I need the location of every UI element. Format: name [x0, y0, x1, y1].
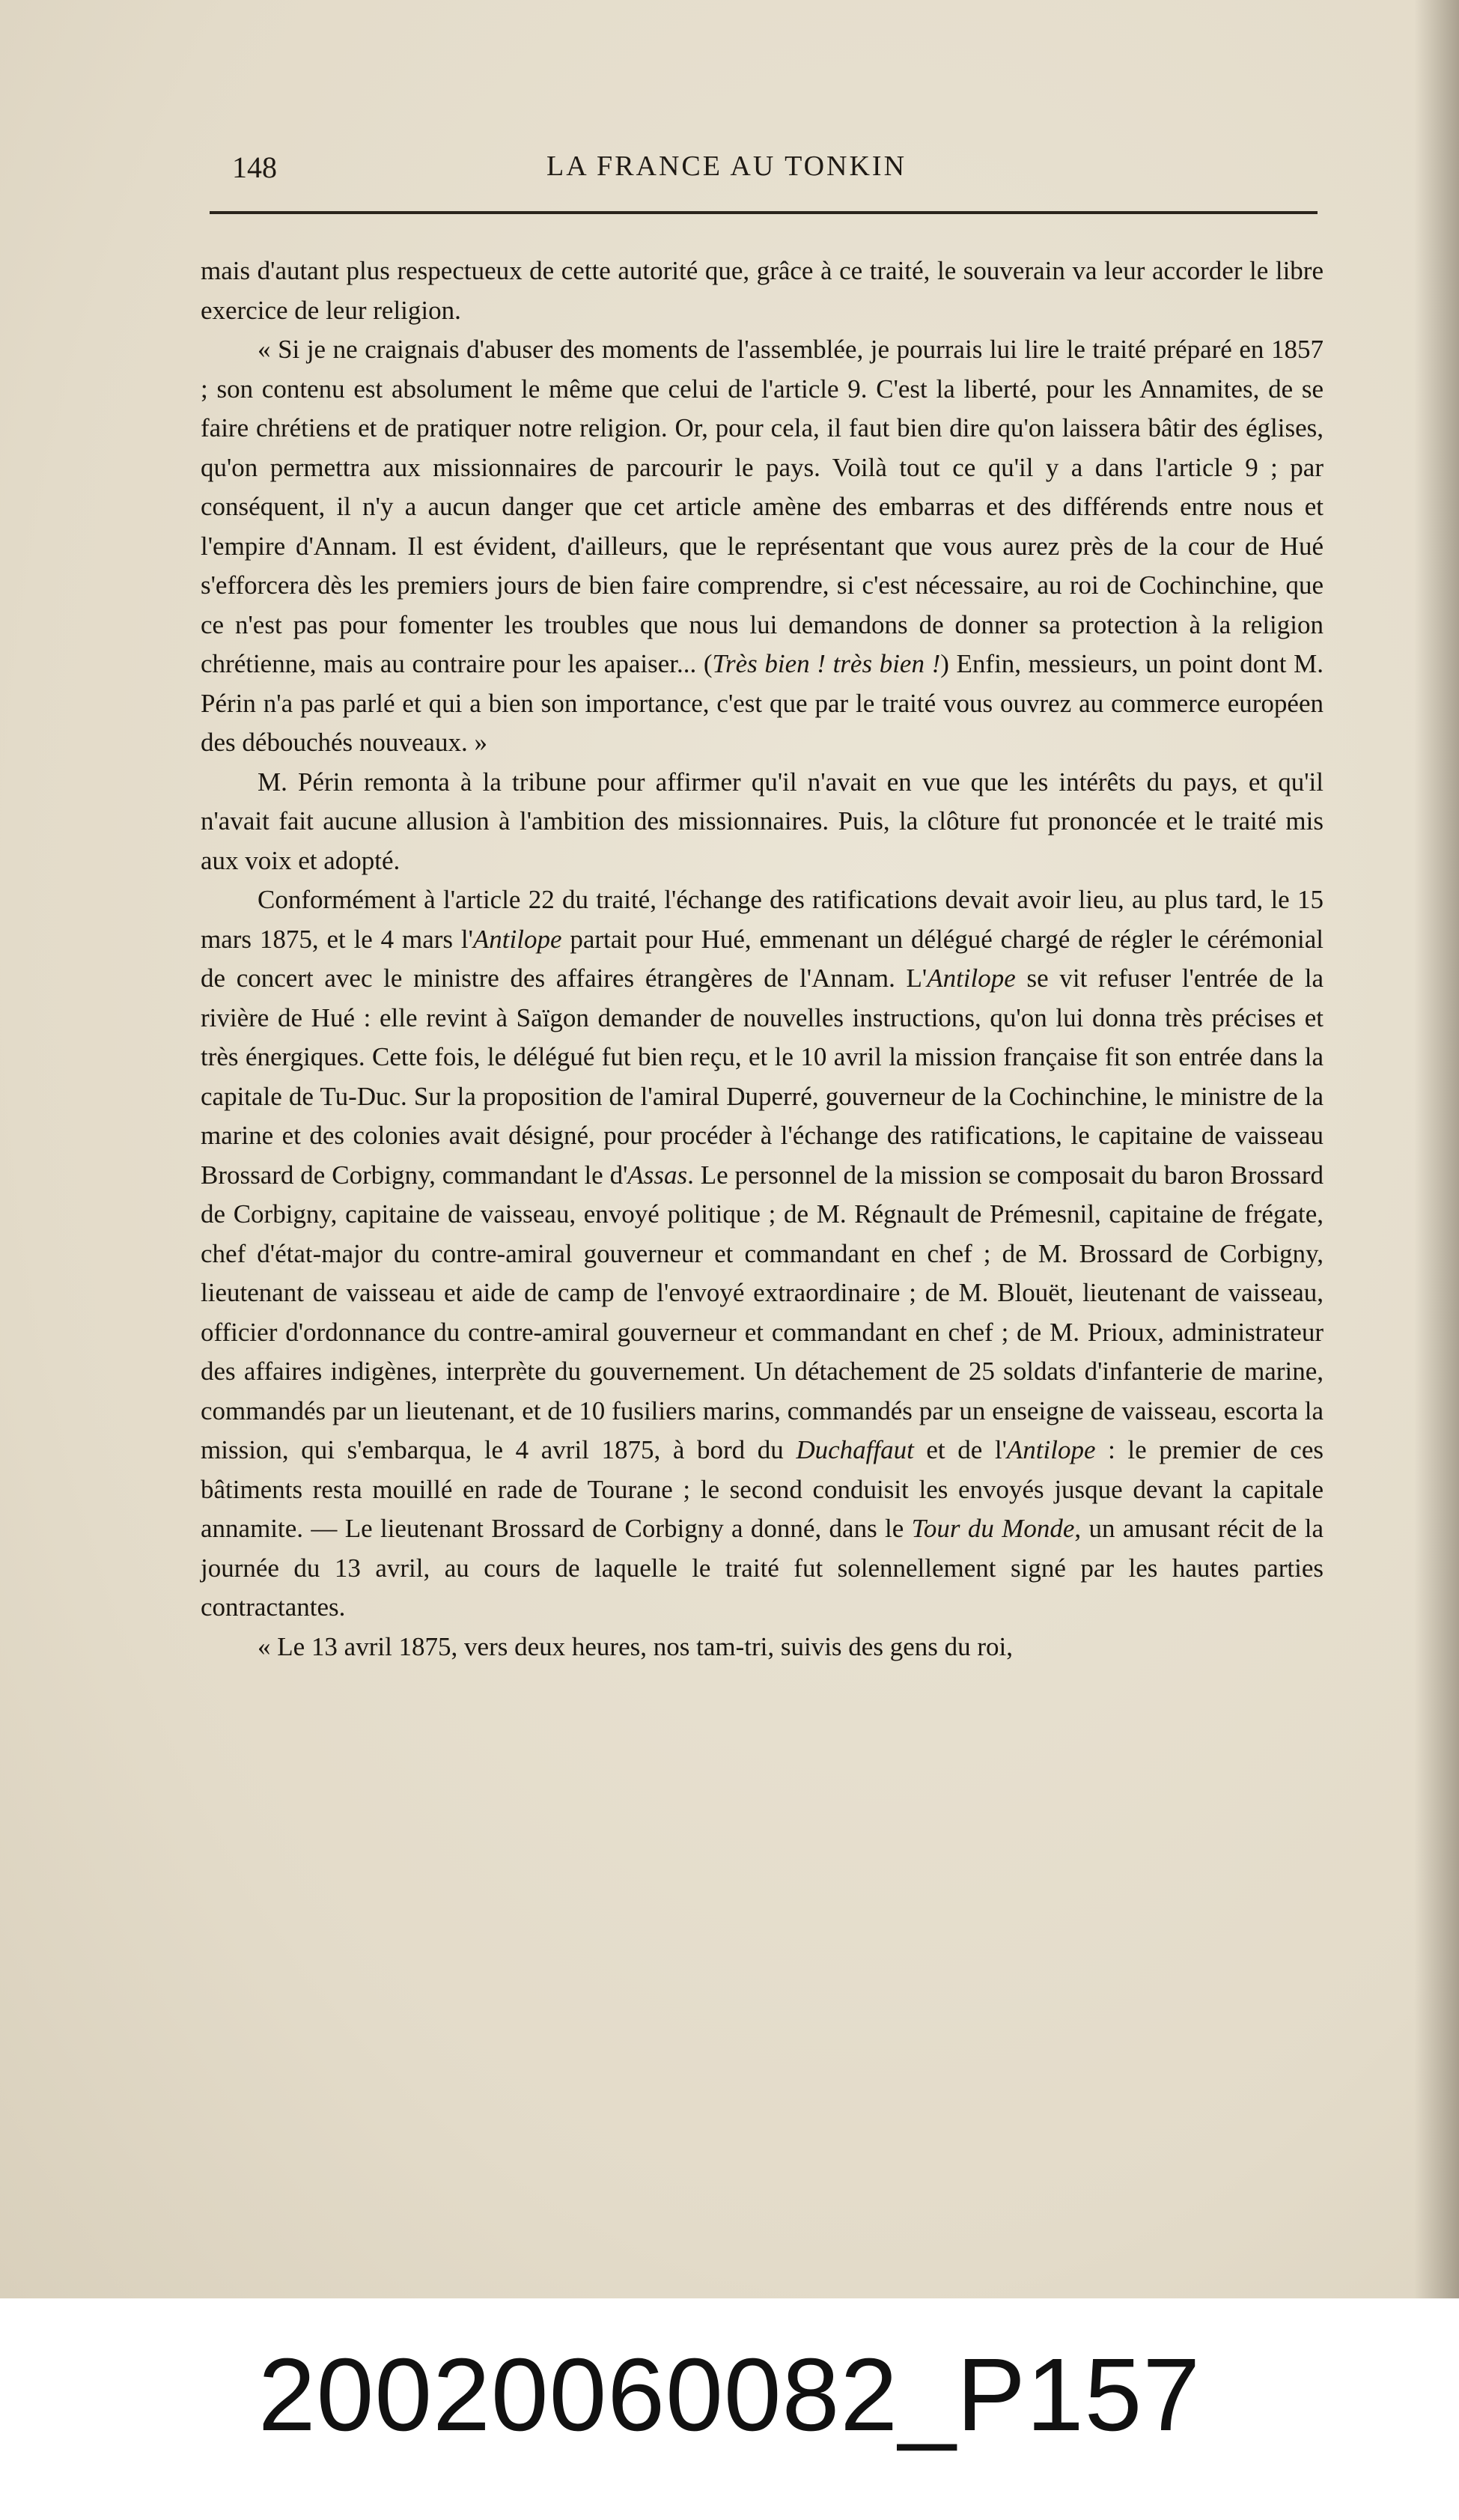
text-run: , un amusant récit de la journée du 13 avril, au cours de laquelle le traité fut solennellement signé par les hautes parties contractantes. [201, 1514, 1324, 1622]
paragraph [201, 330, 1324, 763]
text-run: « Si je ne craignais d'abuser des moments de l'assemblée, je pourrais lui lire le traité préparé en 1857 ; son contenu est absolument le même que celui de l'article 9. C'est la liberté, pour les Annamites, de se faire chrétiens et de pratiquer notre religion. Or, pour cela, il faut bien dire qu'on laissera bâtir des églises, qu'on permettra aux missionnaires de parcourir le pays. Voilà tout ce qu'il y a dans l'article 9 ; par conséquent, il n'y a aucun danger que cet article amène des embarras et des différends entre nous et l'empire d'Annam. Il est évident, d'ailleurs, que le représentant que vous aurez près de la cour de Hué s'efforcera dès les premiers jours de bien faire comprendre, si c'est nécessaire, au roi de Cochinchine, que ce n'est pas pour fomenter les troubles que nous lui demandons de donner sa protection à la religion chrétienne, mais au contraire pour les apaiser... ( [201, 335, 1324, 678]
italic-text: Antilope [1006, 1435, 1096, 1464]
text-run: Conformément à l'article 22 du traité, l'échange des ratifications devait avoir lieu, au plus tard, le 15 mars 1875, et le 4 mars l' [201, 885, 1324, 954]
paragraph [201, 1628, 1324, 1667]
italic-text: Assas [627, 1160, 688, 1190]
italic-text: Tour du Monde [911, 1514, 1075, 1543]
text-run: . Le personnel de la mission se composait du baron Brossard de Corbigny, capitaine de vaisseau, envoyé politique ; de M. Régnault de Prémesnil, capitaine de frégate, chef d'état-major du contre-amiral gouverneur et commandant en chef ; de M. Brossard de Corbigny, lieutenant de vaisseau et aide de camp de l'envoyé extraordinaire ; de M. Blouët, lieutenant de vaisseau, officier d'ordonnance du contre-amiral gouverneur et commandant en chef ; de M. Prioux, administrateur des affaires indigènes, interprète du gouvernement. Un détachement de 25 soldats d'infanterie de marine, commandés par un lieutenant, et de 10 fusiliers marins, commandés par un enseigne de vaisseau, escorta la mission, qui s'embarqua, le 4 avril 1875, à bord du [201, 1160, 1324, 1464]
running-title: LA FRANCE AU TONKIN [546, 150, 907, 182]
page-edge-shadow [1414, 0, 1459, 2298]
paragraph [201, 252, 1324, 330]
text-run: « Le 13 avril 1875, vers deux heures, nos tam-tri, suivis des gens du roi, [258, 1631, 1013, 1661]
text-run: ) Enfin, messieurs, un point dont M. Périn n'a pas parlé et qui a bien son importance, c'est que par le traité vous ouvrez au commerce européen des débouchés nouveaux. » [201, 649, 1324, 757]
italic-text: Antilope [472, 924, 562, 954]
text-run: M. Périn remonta à la tribune pour affirmer qu'il n'avait en vue que les intérêts du pays, et qu'il n'avait fait aucune allusion à l'ambition des missionnaires. Puis, la clôture fut prononcée et le traité mis aux voix et adopté. [201, 767, 1324, 875]
text-run: mais d'autant plus respectueux de cette autorité que, grâce à ce traité, le souverain va leur accorder le libre exercice de leur religion. [201, 256, 1324, 325]
body-text [201, 252, 1324, 1667]
page-number: 148 [232, 150, 277, 184]
running-head [210, 150, 1318, 195]
italic-text: Très bien ! très bien ! [712, 649, 941, 678]
paragraph [201, 880, 1324, 1628]
paragraph [201, 763, 1324, 881]
text-run: se vit refuser l'entrée de la rivière de Hué : elle revint à Saïgon demander de nouvelles instructions, qu'on lui donna très précises et très énergiques. Cette fois, le délégué fut bien reçu, et le 10 avril la mission française fit son entrée dans la capitale de Tu-Duc. Sur la proposition de l'amiral Duperré, gouverneur de la Cochinchine, le ministre de la marine et des colonies avait désigné, pour procéder à l'échange des ratifications, le capitaine de vaisseau Brossard de Corbigny, commandant le d' [201, 964, 1324, 1190]
italic-text: Antilope [927, 964, 1016, 993]
header-rule [210, 211, 1318, 214]
text-run: : le premier de ces bâtiments resta mouillé en rade de Tourane ; le second conduisit les envoyés jusque devant la capitale annamite. — Le lieutenant Brossard de Corbigny a donné, dans le [201, 1435, 1324, 1543]
scan-identifier: 20020060082_P157 [258, 2337, 1201, 2453]
italic-text: Duchaffaut [796, 1435, 914, 1464]
text-run: partait pour Hué, emmenant un délégué chargé de régler le cérémonial de concert avec le ministre des affaires étrangères de l'Annam. L' [201, 924, 1324, 993]
text-run: et de l' [913, 1435, 1007, 1464]
